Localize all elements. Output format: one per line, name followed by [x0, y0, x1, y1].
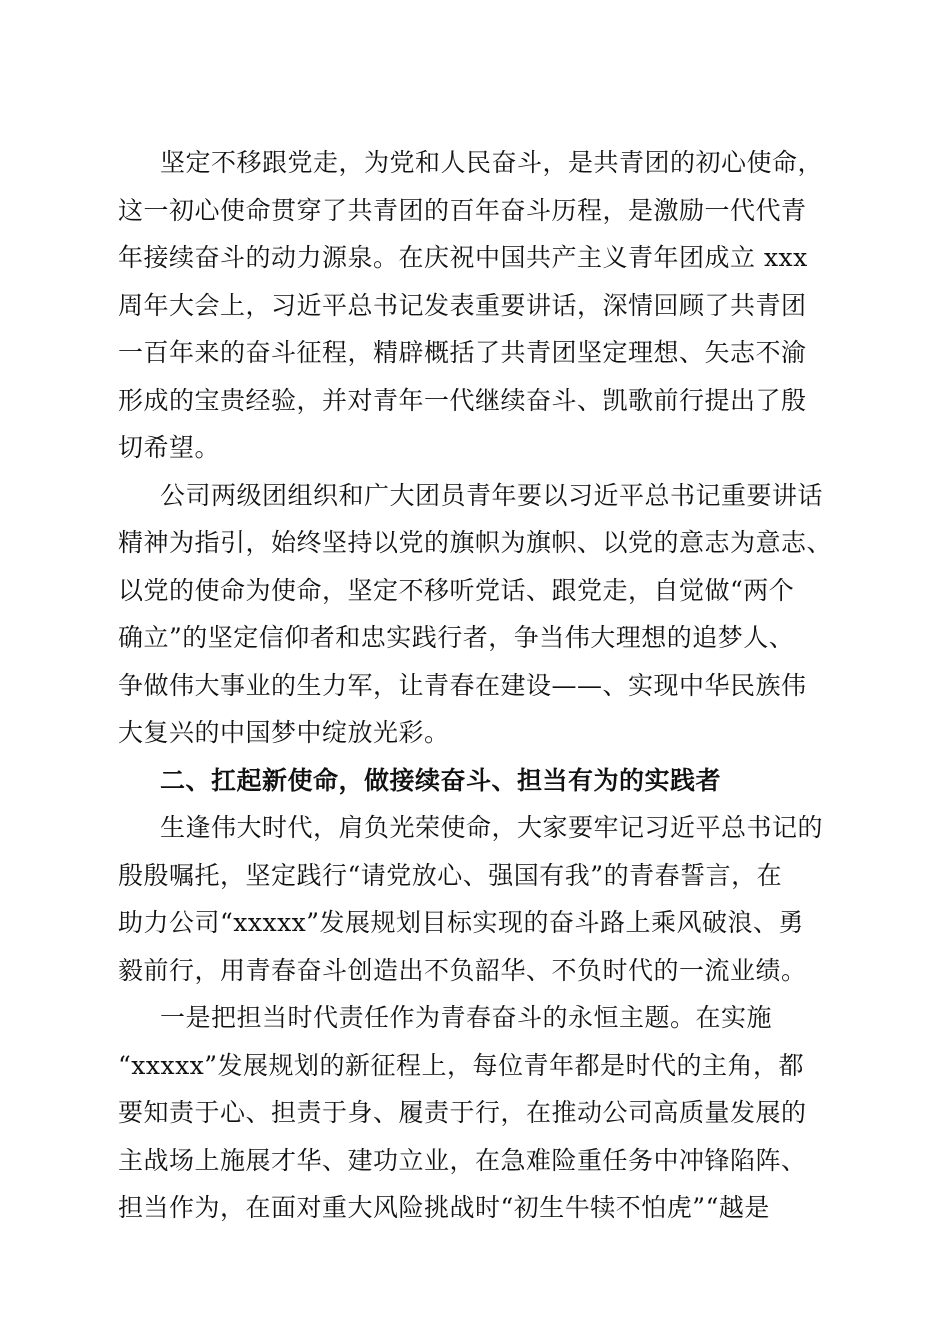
paragraph-1-line-3: 年接续奋斗的动力源泉。在庆祝中国共产主义青年团成立 xxx [118, 243, 808, 272]
paragraph-4-line-4: 主战场上施展才华、建功立业，在急难险重任务中冲锋陷阵、 [118, 1146, 807, 1175]
paragraph-3-line-2: 殷殷嘱托，坚定践行“请党放心、强国有我”的青春誓言，在 [118, 861, 783, 890]
paragraph-4-line-5: 担当作为，在面对重大风险挑战时“初生牛犊不怕虎”“越是 [118, 1193, 770, 1222]
paragraph-1-line-4: 周年大会上，习近平总书记发表重要讲话，深情回顾了共青团 [118, 291, 807, 320]
paragraph-4-line-1: 一是把担当时代责任作为青春奋斗的永恒主题。在实施 [160, 1003, 773, 1032]
paragraph-1-line-7: 切希望。 [118, 433, 221, 462]
paragraph-2-line-2: 精神为指引，始终坚持以党的旗帜为旗帜、以党的意志为意志、 [118, 528, 833, 557]
paragraph-2-line-1: 公司两级团组织和广大团员青年要以习近平总书记重要讲话 [160, 481, 824, 510]
paragraph-2-line-6: 大复兴的中国梦中绽放光彩。 [118, 718, 450, 747]
paragraph-2-line-5: 争做伟大事业的生力军，让青春在建设——、实现中华民族伟 [118, 671, 807, 700]
paragraph-1-line-2: 这一初心使命贯穿了共青团的百年奋斗历程，是激励一代代青 [118, 196, 807, 225]
section-heading: 二、扛起新使命，做接续奋斗、担当有为的实践者 [160, 766, 722, 795]
paragraph-2-line-4: 确立”的坚定信仰者和忠实践行者，争当伟大理想的追梦人、 [118, 623, 795, 652]
paragraph-1-line-5: 一百年来的奋斗征程，精辟概括了共青团坚定理想、矢志不渝 [118, 338, 807, 367]
paragraph-3-line-4: 毅前行，用青春奋斗创造出不负韶华、不负时代的一流业绩。 [118, 956, 807, 985]
paragraph-3-line-1: 生逢伟大时代，肩负光荣使命，大家要牢记习近平总书记的 [160, 813, 824, 842]
paragraph-3-line-3: 助力公司“xxxxx”发展规划目标实现的奋斗路上乘风破浪、勇 [118, 908, 805, 937]
paragraph-4-line-3: 要知责于心、担责于身、履责于行，在推动公司高质量发展的 [118, 1098, 807, 1127]
paragraph-2-line-3: 以党的使命为使命，坚定不移听党话、跟党走，自觉做“两个 [118, 576, 795, 605]
paragraph-1-line-6: 形成的宝贵经验，并对青年一代继续奋斗、凯歌前行提出了殷 [118, 386, 807, 415]
paragraph-4-line-2: “xxxxx”发展规划的新征程上，每位青年都是时代的主角，都 [118, 1051, 805, 1080]
paragraph-1-line-1: 坚定不移跟党走，为党和人民奋斗，是共青团的初心使命， [160, 148, 824, 177]
